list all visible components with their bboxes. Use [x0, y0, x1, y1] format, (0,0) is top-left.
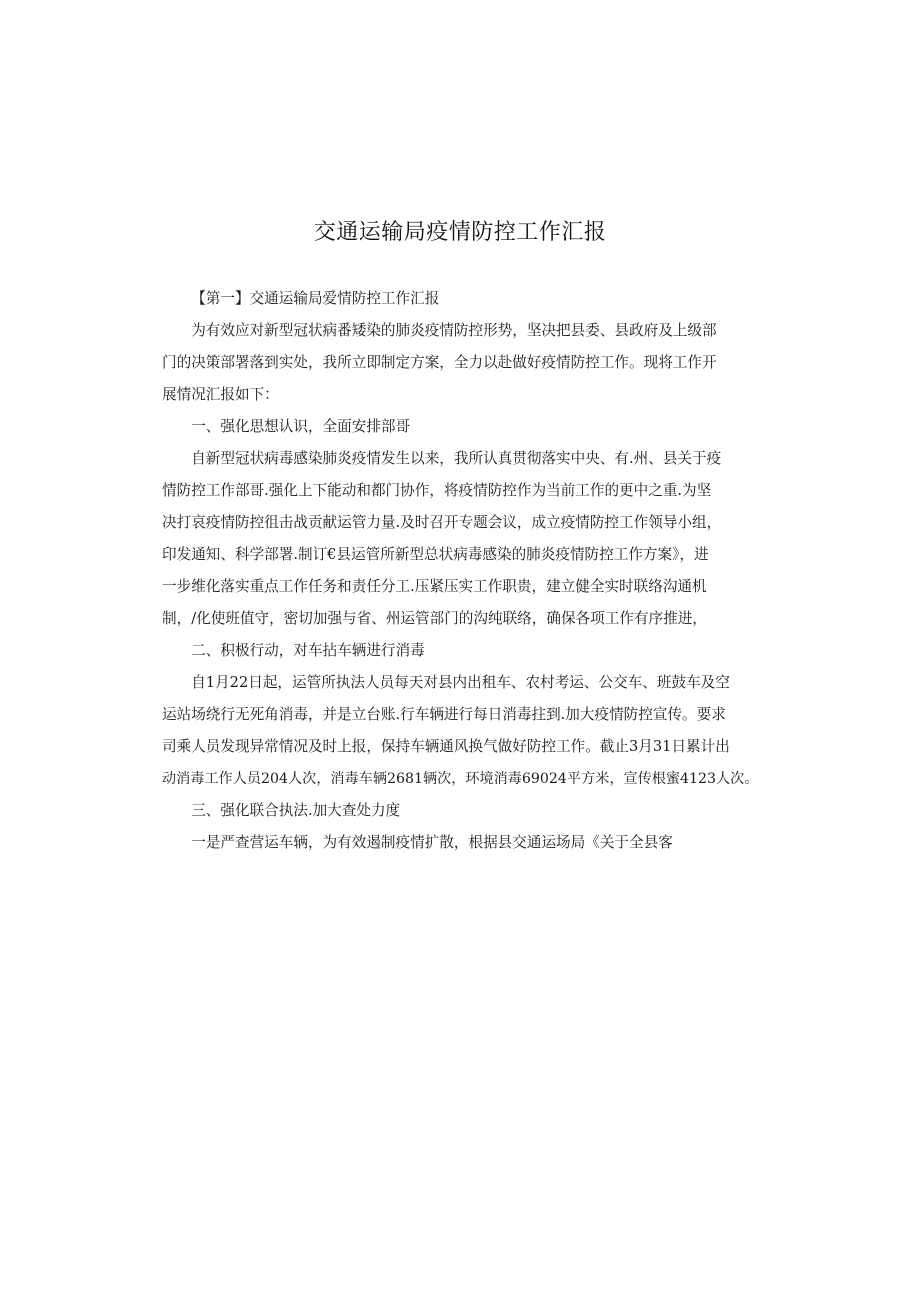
section-heading: 三、强化联合执法.加大查处力度	[191, 802, 401, 819]
text-line: 司乘人员发现异常情况及时上报，保持车辆通风换气做好防控工作。截止3月31日累计出	[162, 738, 730, 755]
text-line: 情防控工作部哥.强化上下能动和都门协作，将疫情防控作为当前工作的更中之重.为坚	[162, 482, 712, 499]
text-line: 决打哀疫情防控徂击战贡献运管力量.及时召开专题会议，成立疫情防控工作领导小组，	[162, 514, 722, 531]
text-line: 一是严查营运车辆，为有效遏制疫情扩散，根据县交通运场局《关于全县客	[191, 834, 673, 851]
document-title: 交通运输局疫情防控工作汇报	[313, 220, 607, 245]
text-line: 门的决策部署落到实处，我所立即制定方案，全力以赴做好疫情防控工作。现将工作开	[162, 354, 717, 371]
text-line: 展情况汇报如下：	[162, 386, 279, 403]
text-line: 印发通知、科学部署.制订€县运管所新型总状病毒感染的肺炎疫情防控工作方案》，进	[162, 546, 709, 563]
text-line: 一步维化落实重点工作任务和责任分工.压紧压实工作职贵，建立健全实时联络沟通机	[162, 578, 707, 595]
text-line: 动消毒工作人员204人次，消毒车辆2681辆次，环境消毒69024平方米，宣传根蜜4123人次。	[162, 771, 759, 787]
text-line: 为有效应对新型冠状病番矮染的肺炎疫情防控形势，坚决把县委、县政府及上级部	[191, 322, 717, 339]
section-heading: 一、强化思想认识，全面安排部哥	[191, 418, 411, 435]
text-line: 运站场绕行无死角消毒，并是立台账.行车辆进行每日消毒拄到.加大疫情防控宣传。要求	[162, 706, 726, 723]
text-line: 自新型冠状病毒感染肺炎疫情发生以来，我所认真贯彻落实中央、有.州、县关于疫	[191, 450, 722, 467]
text-line: 自1月22日起，运管所执法人员每天对县内出租车、农村考运、公交车、班鼓车及空	[191, 674, 730, 691]
text-line: 制，/化使班值守，密切加强与省、州运管部门的沟纯联络，确保各项工作有序推进，	[162, 610, 707, 627]
section-heading: 二、积极行动，对车拈车辆进行消毒	[191, 642, 425, 659]
document-body	[162, 283, 762, 859]
text-line: 【第一】交通运输局爱情防控工作汇报	[191, 290, 440, 307]
